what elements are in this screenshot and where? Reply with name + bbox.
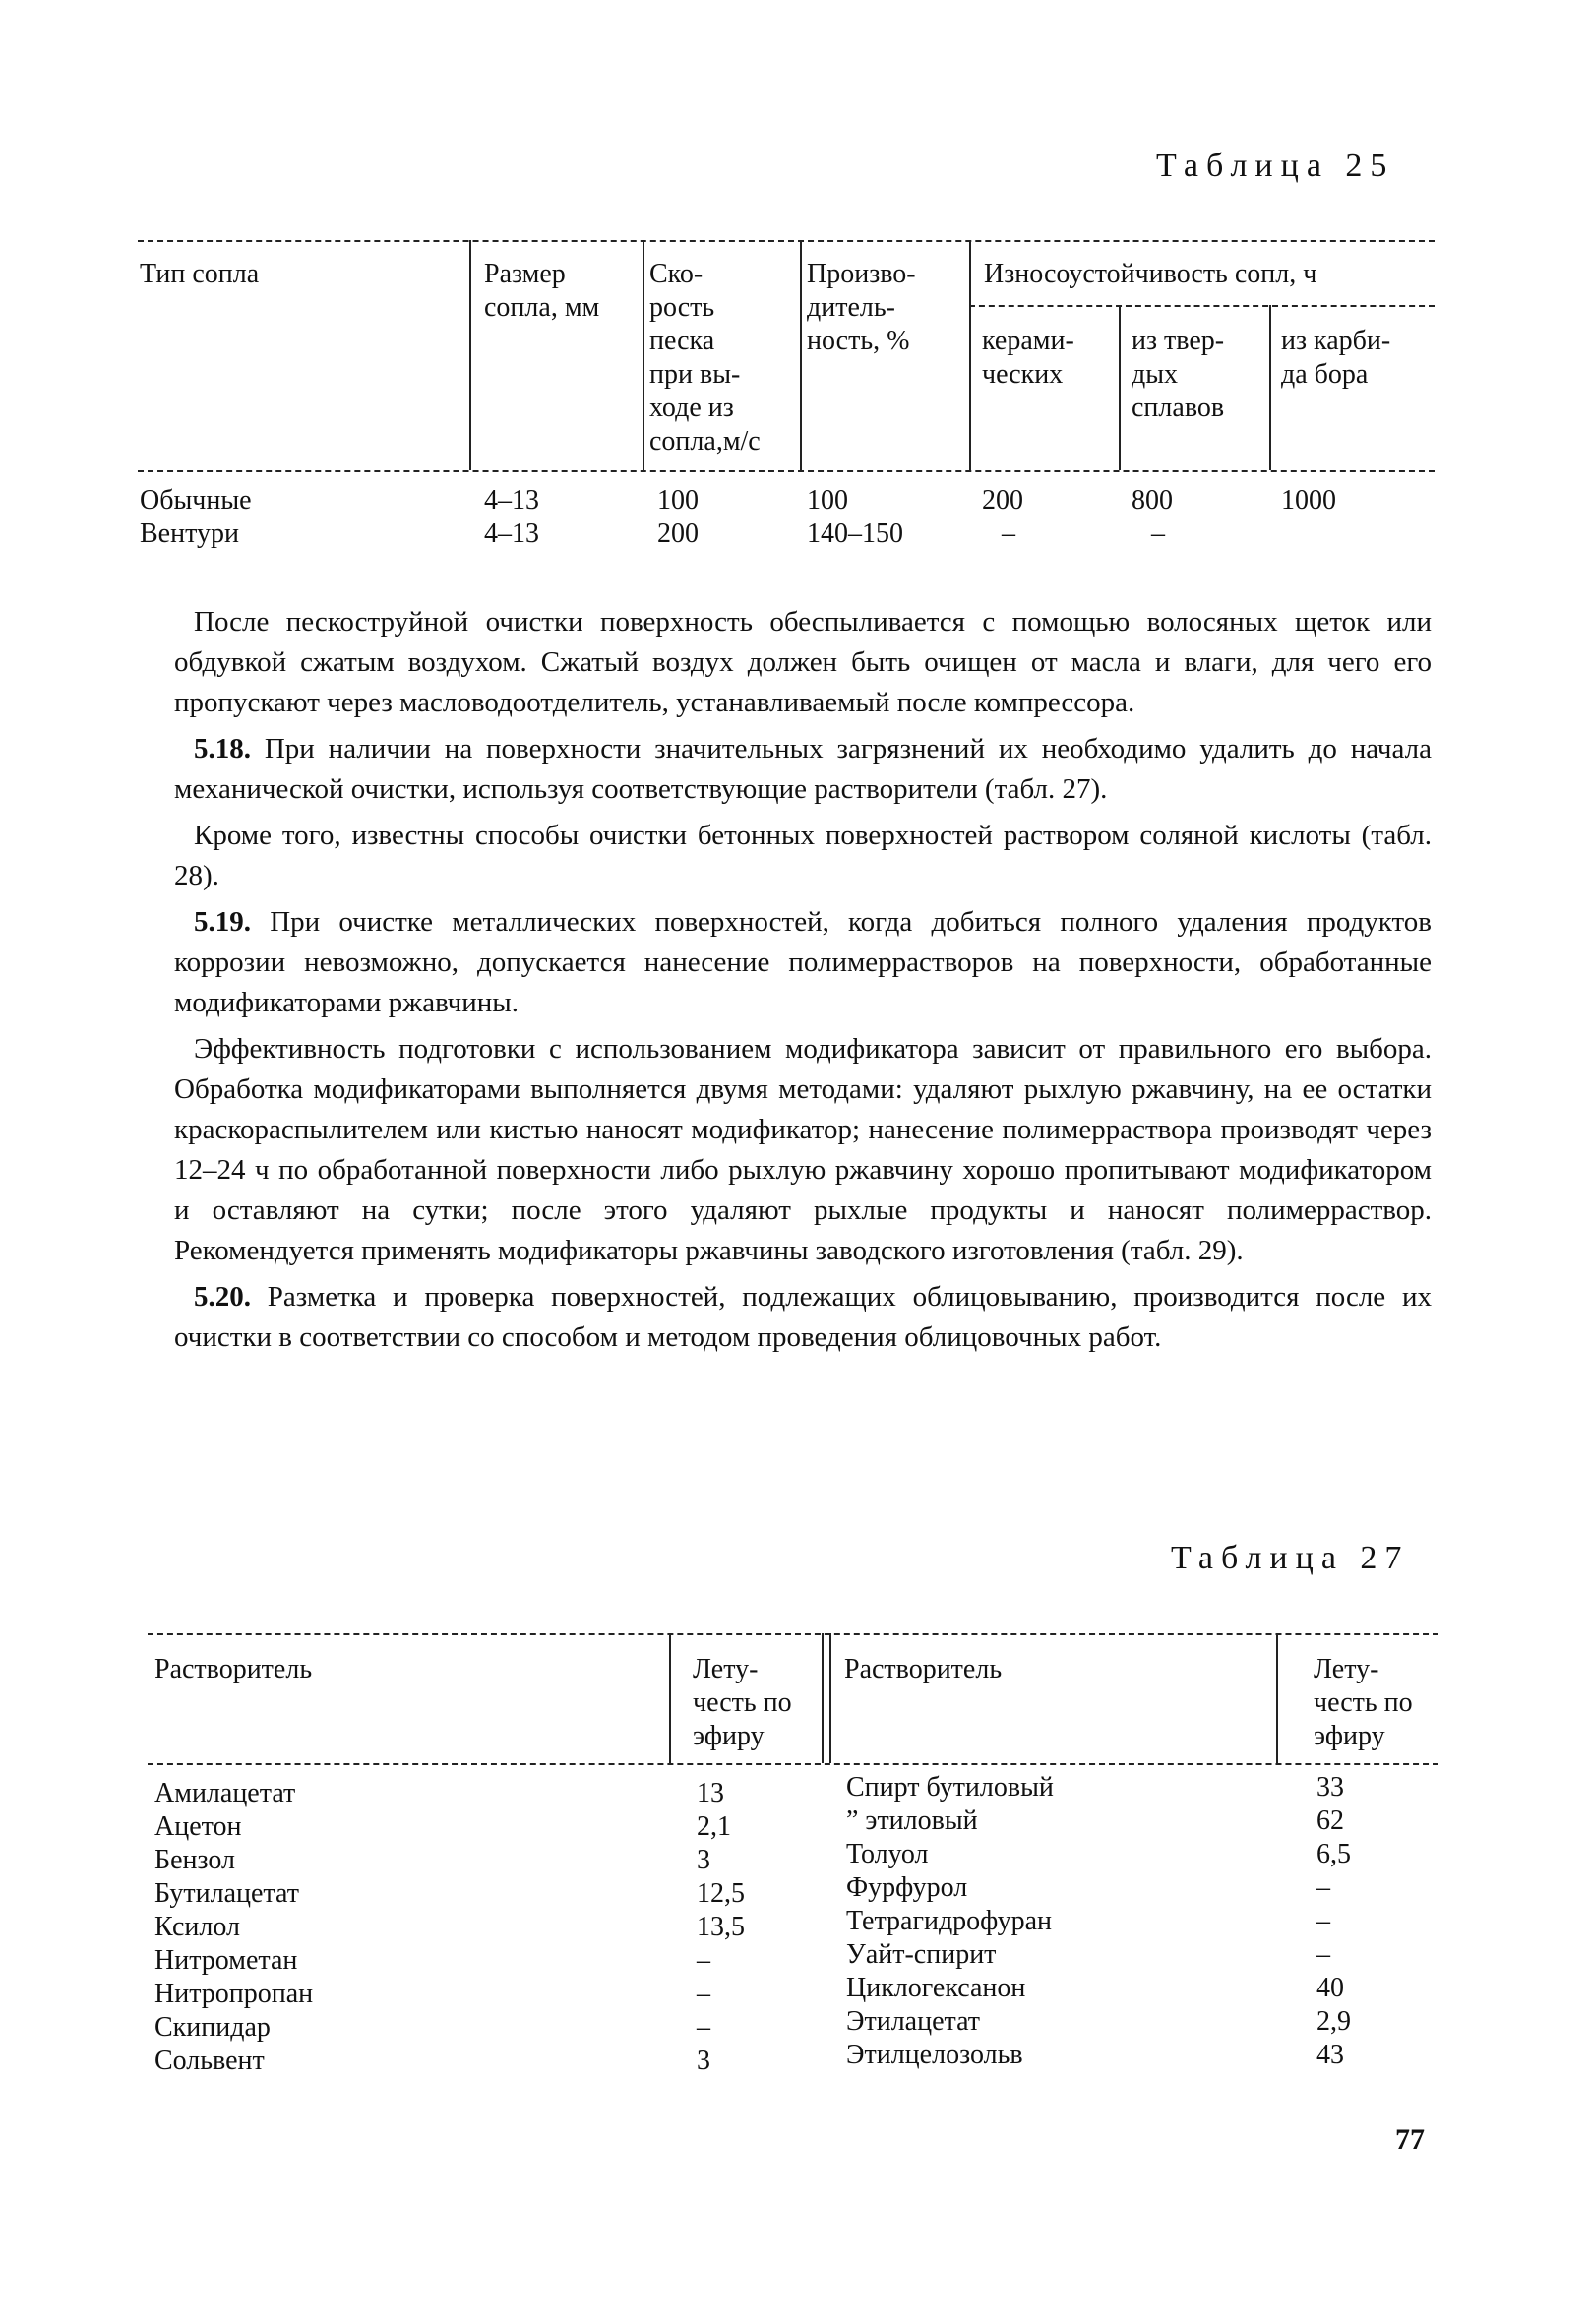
table25-row-type: Обычные [140, 485, 252, 516]
table27-cell: Бутилацетат [154, 1878, 299, 1909]
table27-cell: Скипидар [154, 2012, 271, 2043]
table27-cell: 3 [697, 2046, 710, 2076]
table25-col-divider [800, 240, 802, 470]
table27-cell: 2,1 [697, 1811, 731, 1842]
table25-header-hard-alloy: из твер- дых сплавов [1132, 326, 1225, 423]
paragraph-text: Разметка и проверка поверхностей, подлежащих облицовыванию, производится после их очистки в соответствии со способом и методом проведения облицовочных работ. [174, 1281, 1432, 1353]
table25-col-divider [1269, 305, 1271, 470]
table25-row-hard-alloy: – [1151, 519, 1165, 549]
table25-header-wear: Износоустойчивость сопл, ч [984, 259, 1317, 289]
table25-caption: Таблица 25 [1156, 148, 1395, 184]
table25-row-type: Вентури [140, 519, 239, 549]
table25-header-productivity: Произво- дитель- ность, % [807, 259, 916, 356]
table27-col-divider [669, 1633, 671, 1763]
table25-row-boron-carbide: 1000 [1281, 485, 1336, 516]
table27-cell: – [1316, 1939, 1330, 1970]
table27-cell: Тетрагидрофуран [846, 1906, 1053, 1936]
table27-cell: 33 [1316, 1772, 1344, 1803]
table25-header-bottom-rule [138, 470, 1435, 472]
table27-cell: Ксилол [154, 1912, 240, 1942]
table27-cell: – [697, 1945, 710, 1976]
table27-cell: 12,5 [697, 1878, 745, 1909]
table27-col-divider [1276, 1633, 1278, 1763]
table27-header-volatility: Лету- честь по эфиру [1314, 1654, 1413, 1751]
table25-row-speed: 100 [657, 485, 699, 516]
table27-cell: Этилацетат [846, 2006, 981, 2037]
clause-number: 5.18. [194, 733, 251, 764]
table27-double-divider [822, 1633, 824, 1763]
table25-col-divider [969, 240, 971, 470]
paragraph [174, 602, 1432, 723]
table27-caption: Таблица 27 [1171, 1540, 1410, 1576]
table27-left-values [697, 1777, 745, 2078]
paragraph [174, 1029, 1432, 1271]
table27-header-solvent: Растворитель [154, 1654, 313, 1684]
table27-cell: Этилцелозольв [846, 2040, 1023, 2070]
table27-cell: Нитропропан [154, 1979, 314, 2009]
table25-col-divider [643, 240, 644, 470]
paragraph-text: Кроме того, известны способы очистки бетонных поверхностей раствором соляной кислоты (табл. 28). [174, 820, 1432, 891]
table27-cell: Бензол [154, 1845, 235, 1875]
clause-number: 5.19. [194, 906, 251, 938]
table27-double-divider [829, 1633, 831, 1763]
table27-cell: Ацетон [154, 1811, 242, 1842]
table27-cell: 62 [1316, 1805, 1344, 1836]
table27-header-solvent: Растворитель [844, 1654, 1003, 1684]
table27-cell: ” этиловый [846, 1805, 978, 1836]
table25-row-speed: 200 [657, 519, 699, 549]
clause-number: 5.20. [194, 1281, 251, 1313]
paragraph [174, 1277, 1432, 1358]
table25-row-size: 4–13 [484, 519, 539, 549]
table27-cell: – [697, 1979, 710, 2009]
table25-row-hard-alloy: 800 [1132, 485, 1173, 516]
table27-cell: Спирт бутиловый [846, 1772, 1054, 1803]
table27-cell: Уайт-спирит [846, 1939, 997, 1970]
paragraph-text: При очистке металлических поверхностей, когда добиться полного удаления продуктов коррозии невозможно, допускается нанесение полимеррастворов на поверхности, обработанные модификаторами ржавчины. [174, 906, 1432, 1018]
table27-header-bottom-rule [148, 1763, 1438, 1765]
page-number: 77 [1395, 2123, 1425, 2156]
table27-cell: 6,5 [1316, 1839, 1351, 1869]
table27-cell: Фурфурол [846, 1872, 968, 1903]
table27-cell: 13 [697, 1778, 724, 1808]
paragraph [174, 902, 1432, 1023]
table27-cell: Сольвент [154, 2046, 265, 2076]
table25-top-rule [138, 240, 1435, 242]
body-text [174, 602, 1432, 1358]
table27-cell: 3 [697, 1845, 710, 1875]
table27-left-names [154, 1777, 313, 2078]
table25-header-speed: Ско- рость песка при вы- ходе из сопла,м/с [649, 259, 761, 457]
table27-cell: Нитрометан [154, 1945, 298, 1976]
paragraph [174, 729, 1432, 810]
paragraph-text: Эффективность подготовки с использованием модификатора зависит от правильного его выбора. Обработка модификаторами выполняется двумя методами: удаляют рыхлую ржавчину, на ее остатки краскораспылителем или кистью наносят модификатор; нанесение полимерраствора производят через 12–24 ч по обработанной поверхности либо рыхлую ржавчину хорошо пропитывают модификатором и оставляют на сутки; после этого удаляют рыхлые продукты и наносят полимерраствор. Рекомендуется применять модификаторы ржавчины заводского изготовления (табл. 29). [174, 1033, 1432, 1266]
table27-right-names [846, 1771, 1054, 2072]
table25-row-size: 4–13 [484, 485, 539, 516]
table27-right-values [1316, 1771, 1351, 2072]
table25-row-productivity: 140–150 [807, 519, 903, 549]
table25-header-size: Размер сопла, мм [484, 259, 600, 323]
table27-cell: Толуол [846, 1839, 929, 1869]
table27-top-rule [148, 1633, 1438, 1635]
table27-header-volatility: Лету- честь по эфиру [693, 1654, 792, 1751]
paragraph-text: При наличии на поверхности значительных загрязнений их необходимо удалить до начала механической очистки, используя соответствующие растворители (табл. 27). [174, 733, 1432, 805]
table25-row-productivity: 100 [807, 485, 848, 516]
table27-cell: Циклогексанон [846, 1973, 1026, 2003]
table25-header-boron-carbide: из карби- да бора [1281, 326, 1391, 390]
table25-header-ceramic: керами- ческих [982, 326, 1074, 390]
table27-cell: – [1316, 1872, 1330, 1903]
table27-cell: – [697, 2012, 710, 2043]
table25-col-divider [1119, 305, 1121, 470]
table25-subheader-rule [969, 305, 1435, 307]
table25-header-type: Тип сопла [140, 259, 260, 289]
table25-row-ceramic: 200 [982, 485, 1023, 516]
table27-cell: 40 [1316, 1973, 1344, 2003]
paragraph [174, 816, 1432, 896]
table27-cell: 2,9 [1316, 2006, 1351, 2037]
table27-cell: 13,5 [697, 1912, 745, 1942]
table25-col-divider [469, 240, 471, 470]
table27-cell: 43 [1316, 2040, 1344, 2070]
table27-cell: – [1316, 1906, 1330, 1936]
table25-row-ceramic: – [1002, 519, 1015, 549]
paragraph-text: После пескоструйной очистки поверхность обеспыливается с помощью волосяных щеток или обдувкой сжатым воздухом. Сжатый воздух должен быть очищен от масла и влаги, для чего его пропускают через масловодоотделитель, устанавливаемый после компрессора. [174, 606, 1432, 718]
table27-cell: Амилацетат [154, 1778, 296, 1808]
